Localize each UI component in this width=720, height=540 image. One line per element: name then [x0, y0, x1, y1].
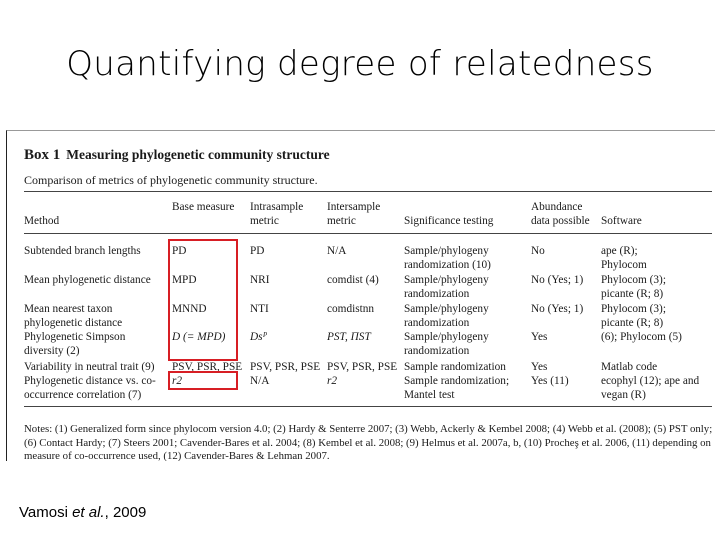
cell-method: Variability in neutral trait (9): [24, 361, 155, 373]
cell-method: Phylogenetic Simpson diversity (2): [24, 331, 126, 357]
cell-abundance: No (Yes; 1): [531, 303, 584, 315]
box-title: Measuring phylogenetic community structure: [66, 147, 330, 162]
citation-year: , 2009: [104, 504, 147, 521]
cell-intrasample: PSV, PSR, PSE: [250, 361, 321, 373]
table-box: [6, 130, 715, 461]
box-number: Box 1: [24, 147, 61, 163]
citation-author: Vamosi: [19, 504, 68, 521]
r2-highlight: [168, 371, 238, 390]
cell-software: Phylocom (3); picante (R; 8): [601, 274, 666, 300]
cell-intersample: comdistnn: [327, 303, 375, 315]
cell-significance: Sample/phylogeny randomization: [404, 274, 489, 300]
cell-base: PSV, PSR, PSE: [172, 361, 243, 373]
bottom-rule: [24, 406, 712, 407]
cell-method: Mean phylogenetic distance: [24, 274, 151, 286]
header-rule: [24, 233, 712, 234]
cell-base: PD: [172, 245, 187, 257]
cell-abundance: No: [531, 245, 545, 257]
cell-intersample: PST, ΠST: [327, 331, 371, 343]
header-significance: Significance testing: [404, 215, 494, 227]
base-measure-highlight: [168, 239, 238, 361]
cell-abundance: Yes (11): [531, 375, 569, 387]
table-notes: Notes: (1) Generalized form since phylocom version 4.0; (2) Hardy & Senterre 2007; (3) Webb, Ackerly & Kembel 2008; (4) Webb et al. (2008); (5) PST only; (6) Contact Hardy; (7) Steers 2001; Cavender-Bares et al. 2004; (8) Kembel et al. 2008; (9) Helmus et al. 2007a, b, (10) Procheş et al. 2006, (11) depending on measure of co-occurrence used, (12) Cavender-Bares & Lehman 2007.: [24, 423, 713, 461]
box-subtitle: Comparison of metrics of phylogenetic community structure.: [24, 173, 318, 187]
cell-intrasample: Dsᴾ: [250, 331, 267, 343]
cell-intersample: comdist (4): [327, 274, 379, 286]
cell-method: Subtended branch lengths: [24, 245, 141, 257]
cell-base: MNND: [172, 303, 207, 315]
header-intrasample: Intrasample metric: [250, 201, 304, 227]
cell-abundance: Yes: [531, 331, 548, 343]
cell-intersample: PSV, PSR, PSE: [327, 361, 398, 373]
cell-software: (6); Phylocom (5): [601, 331, 682, 343]
citation-etal: et al.: [72, 504, 105, 521]
cell-base: MPD: [172, 274, 197, 286]
cell-significance: Sample randomization; Mantel test: [404, 375, 510, 401]
cell-method: Phylogenetic distance vs. co-occurrence correlation (7): [24, 375, 156, 401]
cell-software: Matlab code: [601, 361, 658, 373]
cell-abundance: No (Yes; 1): [531, 274, 584, 286]
cell-significance: Sample/phylogeny randomization: [404, 331, 489, 357]
cell-intrasample: NRI: [250, 274, 270, 286]
cell-base: D (= MPD): [172, 331, 226, 343]
cell-software: ape (R); Phylocom: [601, 245, 647, 271]
cell-software: Phylocom (3); picante (R; 8): [601, 303, 666, 329]
header-intersample: Intersample metric: [327, 201, 381, 227]
box-heading: [24, 147, 330, 164]
header-abundance: Abundance data possible: [531, 201, 590, 227]
header-software: Software: [601, 215, 642, 227]
slide-title: Quantifying degree of relatedness: [66, 44, 654, 84]
top-rule: [24, 191, 712, 192]
header-base-measure: Base measure: [172, 201, 235, 213]
header-method: Method: [24, 215, 60, 227]
citation: [19, 504, 146, 521]
cell-significance: Sample/phylogeny randomization: [404, 303, 489, 329]
cell-intersample: N/A: [327, 245, 347, 257]
cell-intrasample: NTI: [250, 303, 269, 315]
cell-significance: Sample randomization: [404, 361, 506, 373]
cell-intersample: r2: [327, 375, 338, 387]
cell-base: r2: [172, 375, 183, 387]
cell-software: ecophyl (12); ape and vegan (R): [601, 375, 700, 401]
cell-significance: Sample/phylogeny randomization (10): [404, 245, 491, 271]
cell-method: Mean nearest taxon phylogenetic distance: [24, 303, 123, 329]
cell-abundance: Yes: [531, 361, 548, 373]
cell-intrasample: PD: [250, 245, 265, 257]
cell-intrasample: N/A: [250, 375, 270, 387]
